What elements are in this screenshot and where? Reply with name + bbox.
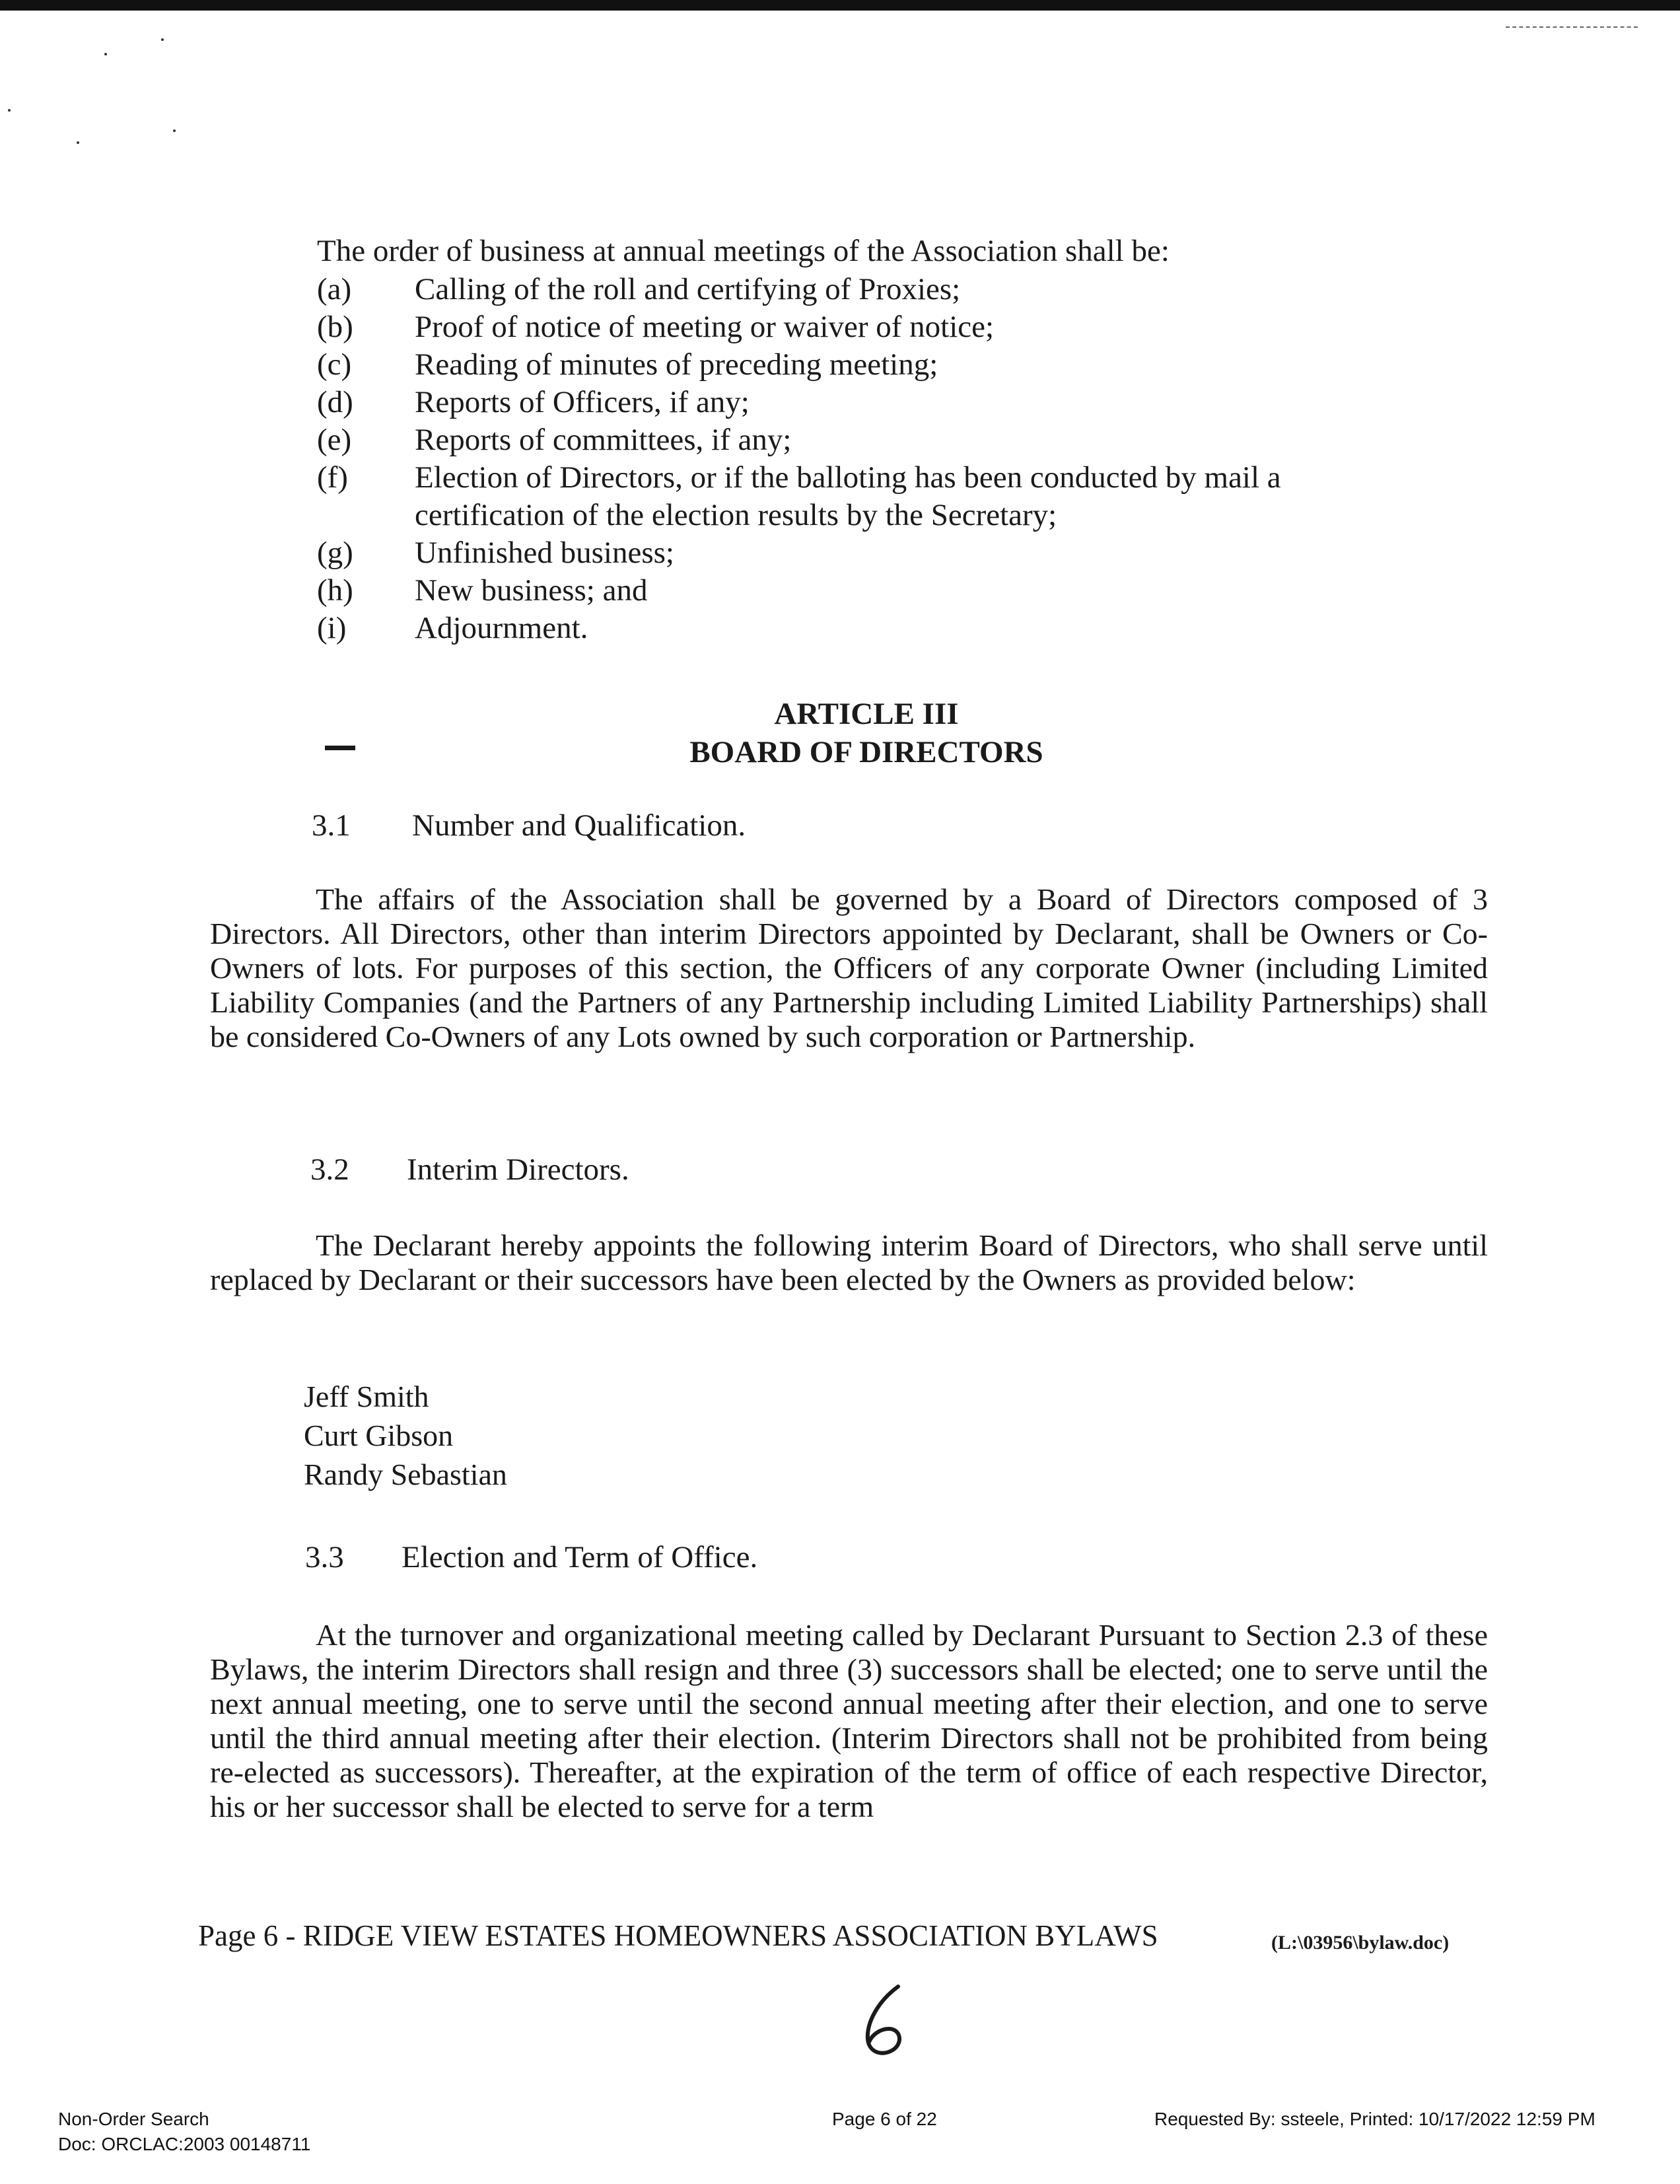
order-of-business-intro: The order of business at annual meetings of the Association shall be: <box>317 234 1170 268</box>
list-item: (f) Election of Directors, or if the balloting has been conducted by mail a certification of the election results by the Secretary; <box>317 460 1281 532</box>
section-heading-3-1 <box>312 807 746 844</box>
document-footer: Page 6 - RIDGE VIEW ESTATES HOMEOWNERS ASSOCIATION BYLAWS <box>198 1919 1158 1952</box>
scan-artifact-dash <box>1506 26 1638 28</box>
handwritten-six-icon <box>852 1981 918 2061</box>
director-name: Curt Gibson <box>304 1419 454 1452</box>
list-item: (h) New business; and <box>317 573 648 608</box>
scan-top-edge <box>0 0 1680 11</box>
list-item: (d) Reports of Officers, if any; <box>317 385 750 419</box>
handwritten-page-number <box>852 1981 918 2064</box>
section-heading-3-2 <box>310 1151 629 1188</box>
section-number: 3.3 <box>305 1540 344 1574</box>
list-item: (a) Calling of the roll and certifying of Proxies; <box>317 272 961 306</box>
section-title: Election and Term of Office. <box>402 1540 758 1574</box>
article-title: BOARD OF DIRECTORS <box>689 735 1043 769</box>
list-item: (g) Unfinished business; <box>317 536 674 570</box>
document-file-reference: (L:\03956\bylaw.doc) <box>1271 1932 1450 1954</box>
section-3-3-body: At the turnover and organizational meeting called by Declarant Pursuant to Section 2.3 of these Bylaws, the interim Directors shall resign and three (3) successors shall be elected; one to serve until the next annual meeting, one to serve until the second annual meeting after their election, and one to serve until the third annual meeting after their election. (Interim Directors shall not be prohibited from being re-elected as successors). Thereafter, at the expiration of the term of office of each respective Director, his or her successor shall be elected to serve for a term <box>210 1618 1488 1823</box>
scan-speck <box>161 38 164 41</box>
list-item: (i) Adjournment. <box>317 611 588 645</box>
scan-speck <box>8 109 11 112</box>
order-of-business-list <box>317 271 1440 647</box>
doc-id: Doc: ORCLAC:2003 00148711 <box>58 2134 311 2154</box>
director-name: Randy Sebastian <box>304 1458 507 1491</box>
section-3-2-body: The Declarant hereby appoints the following interim Board of Directors, who shall serve until replaced by Declarant or their successors have been elected by the Owners as provided below: <box>210 1228 1488 1296</box>
page-counter: Page 6 of 22 <box>832 2109 937 2129</box>
section-3-1-body: The affairs of the Association shall be governed by a Board of Directors composed of 3 Directors. All Directors, other than interim Directors appointed by Declarant, shall be Owners or Co-Owners of lots. For purposes of this section, the Officers of any corporate Owner (including Limited Liability Companies (and the Partners of any Partnership including Limited Liability Partnerships) shall be considered Co-Owners of any Lots owned by such corporation or Partnership. <box>210 882 1488 1053</box>
article-number: ARTICLE III <box>774 697 959 731</box>
section-title: Interim Directors. <box>407 1152 629 1187</box>
list-item: (e) Reports of committees, if any; <box>317 423 792 457</box>
list-item: (c) Reading of minutes of preceding meeting; <box>317 347 938 382</box>
section-number: 3.1 <box>312 808 351 843</box>
list-item: (b) Proof of notice of meeting or waiver of notice; <box>317 310 995 344</box>
section-number: 3.2 <box>310 1152 349 1187</box>
director-name: Jeff Smith <box>304 1380 429 1413</box>
print-request-info: Requested By: ssteele, Printed: 10/17/2022 12:59 PM <box>1154 2109 1595 2129</box>
scan-speck <box>173 129 176 132</box>
scan-speck <box>77 141 79 144</box>
search-type: Non-Order Search <box>58 2109 209 2129</box>
print-metadata-left <box>58 2107 310 2157</box>
section-heading-3-3 <box>305 1539 757 1576</box>
scan-speck <box>104 53 107 55</box>
section-title: Number and Qualification. <box>412 808 746 843</box>
interim-directors-list <box>304 1377 507 1494</box>
